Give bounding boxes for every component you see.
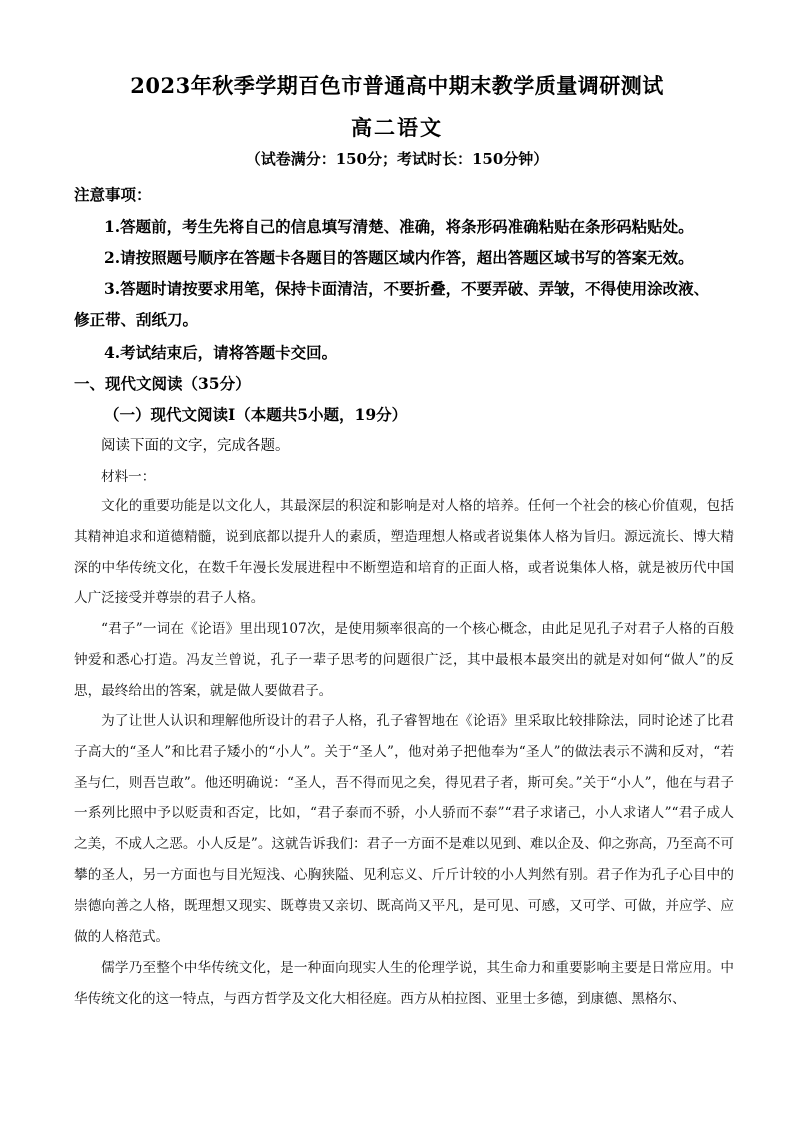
paragraph-3-text: 为了让世人认识和理解他所设计的君子人格，孔子睿智地在《论语》里采取比较排除法，同时论述了比君子高大的“圣人”和比君子矮小的“小人”。关于“圣人”，他对弟子把他奉为“圣人”的做法表示不满和反对，“若圣与仁，则吾岂敢”。他还明确说：“圣人，吾不得而见之矣，得见君子者，斯可矣。”关于“小人”，他在与君子一系列比照中予以贬责和否定，比如，“君子泰而不骄，小人骄而不泰”“君子求诸己，小人求诸人”“君子成人之美，不成人之恶。小人反是”。这就告诉我们：君子一方面不是难以见到、难以企及、仰之弥高，乃至高不可攀的圣人，另一方面也与目光短浅、心胸狭隘、见利忘义、斤斤计较的小人判然有别。君子作为孔子心目中的崇德向善之人格，既理想又现实、既尊贵又亲切、既高尚又平凡，是可见、可感，又可学、可做，并应学、应做的人格范式。	[74, 713, 734, 945]
paragraph-2	[74, 614, 734, 706]
paragraph-2-text: “君子”一词在《论语》里出现107次，是使用频率很高的一个核心概念，由此足见孔子对君子人格的百般钟爱和悉心打造。冯友兰曾说，孔子一辈子思考的问题很广泛，其中最根本最突出的就是对如何“做人”的反思，最终给出的答案，就是做人要做君子。	[74, 621, 734, 699]
paragraph-1-text: 文化的重要功能是以文化人，其最深层的积淀和影响是对人格的培养。任何一个社会的核心价值观，包括其精神追求和道德精髓，说到底都以提升人的素质，塑造理想人格或者说集体人格为旨归。源远流长、博大精深的中华传统文化，在数千年漫长发展进程中不断塑造和培育的正面人格，或者说集体人格，就是被历代中国人广泛接受并尊崇的君子人格。	[74, 498, 734, 607]
notice-item-3: 3.答题时请按要求用笔，保持卡面清洁，不要折叠，不要弄破、弄皱，不得使用涂改液、	[104, 279, 710, 298]
notice-heading: 注意事项：	[74, 185, 152, 204]
subsection-title: （一）现代文阅读Ⅰ（本题共5小题，19分）	[104, 405, 408, 424]
subject-title: 高二语文	[351, 115, 443, 140]
paragraph-1	[74, 491, 734, 614]
notice-item-4: 4.考试结束后，请将答题卡交回。	[104, 343, 338, 362]
paragraph-4-text: 儒学乃至整个中华传统文化，是一种面向现实人生的伦理学说，其生命力和重要影响主要是日常应用。中华传统文化的这一特点，与西方哲学及文化大相径庭。西方从柏拉图、亚里士多德，到康德、黑格尔、	[74, 960, 734, 1007]
section-title: 一、现代文阅读（35分）	[74, 374, 251, 393]
exam-info: （试卷满分：150分；考试时长：150分钟）	[245, 150, 549, 168]
instruction-text: 阅读下面的文字，完成各题。	[101, 438, 290, 454]
exam-title: 2023年秋季学期百色市普通高中期末教学质量调研测试	[130, 73, 664, 98]
notice-item-1: 1.答题前，考生先将自己的信息填写清楚、准确，将条形码准确粘贴在条形码粘贴处。	[104, 217, 694, 236]
notice-item-3-continued: 修正带、刮纸刀。	[74, 310, 199, 329]
paragraph-3	[74, 706, 734, 952]
paragraph-4	[74, 953, 734, 1015]
notice-item-2: 2.请按照题号顺序在答题卡各题目的答题区域内作答，超出答题区域书写的答案无效。	[104, 248, 694, 267]
material-label: 材料一：	[101, 469, 156, 485]
